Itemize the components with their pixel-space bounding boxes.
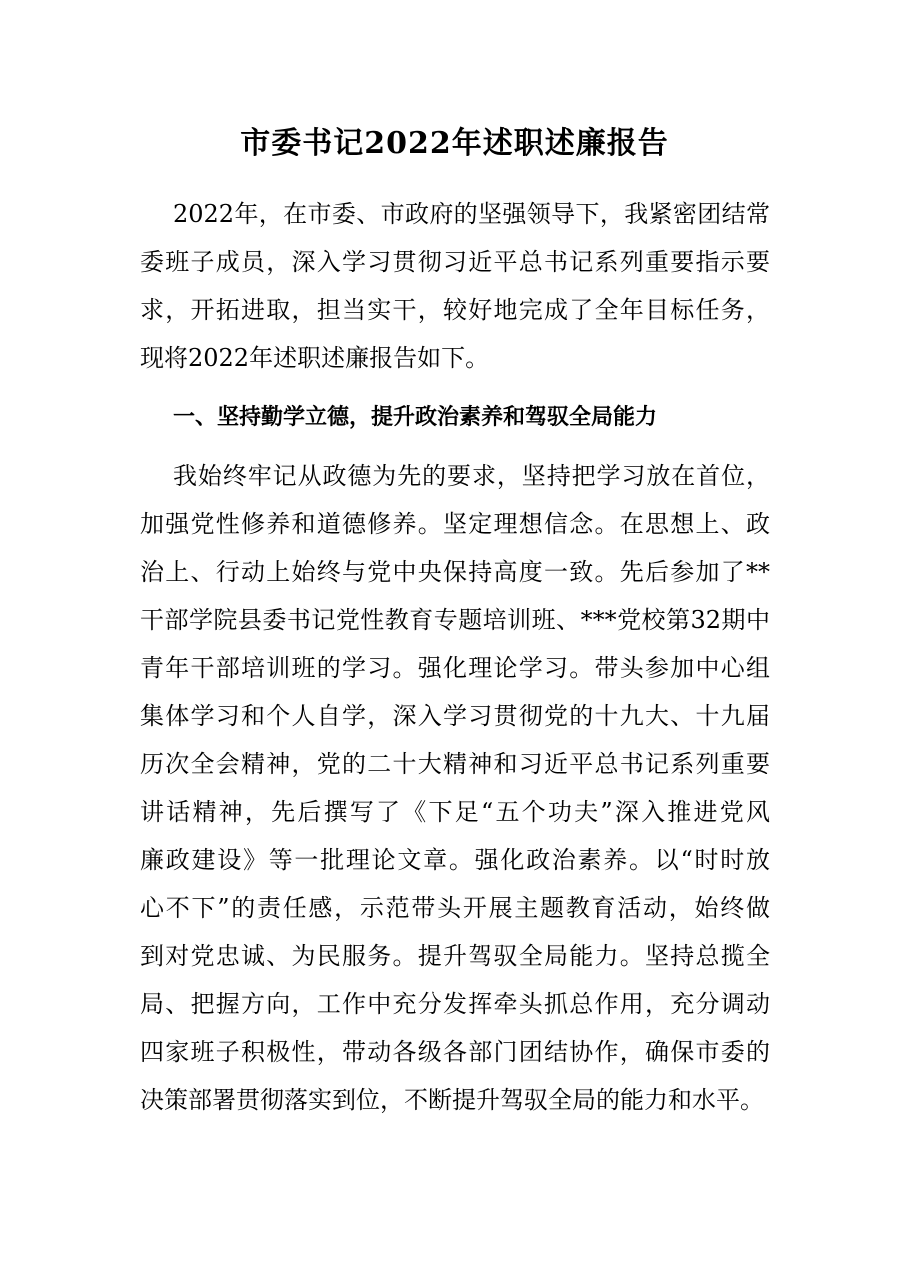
section-heading: 一、坚持勤学立德，提升政治素养和驾驭全局能力 — [173, 405, 658, 430]
body-line: 历次全会精神，党的二十大精神和习近平总书记系列重要 — [140, 750, 770, 778]
body-line: 青年干部培训班的学习。强化理论学习。带头参加中心组 — [140, 654, 770, 682]
body-line: 集体学习和个人自学，深入学习贯彻党的十九大、十九届 — [140, 702, 770, 730]
intro-line: 求，开拓进取，担当实干，较好地完成了全年目标任务， — [140, 296, 770, 324]
body-line: 治上、行动上始终与党中央保持高度一致。先后参加了** — [140, 558, 770, 586]
body-line: 四家班子积极性，带动各级各部门团结协作，确保市委的 — [140, 1038, 770, 1066]
body-line: 廉政建设》等一批理论文章。强化政治素养。以“时时放 — [140, 846, 770, 874]
body-line: 讲话精神，先后撰写了《下足“五个功夫”深入推进党风 — [140, 798, 770, 826]
body-line: 心不下”的责任感，示范带头开展主题教育活动，始终做 — [140, 894, 770, 922]
body-line: 决策部署贯彻落实到位，不断提升驾驭全局的能力和水平。 — [140, 1086, 764, 1114]
body-line: 我始终牢记从政德为先的要求，坚持把学习放在首位， — [173, 462, 770, 490]
body-line: 到对党忠诚、为民服务。提升驾驭全局能力。坚持总揽全 — [140, 942, 770, 970]
intro-line: 2022年，在市委、市政府的坚强领导下，我紧密团结常 — [173, 200, 770, 228]
document-title: 市委书记2022年述职述廉报告 — [240, 126, 669, 161]
body-line: 加强党性修养和道德修养。坚定理想信念。在思想上、政 — [140, 510, 770, 538]
intro-line: 现将2022年述职述廉报告如下。 — [140, 344, 490, 372]
intro-line: 委班子成员，深入学习贯彻习近平总书记系列重要指示要 — [140, 248, 770, 276]
body-line: 局、把握方向，工作中充分发挥牵头抓总作用，充分调动 — [140, 990, 770, 1018]
body-line: 干部学院县委书记党性教育专题培训班、***党校第32期中 — [140, 606, 770, 634]
